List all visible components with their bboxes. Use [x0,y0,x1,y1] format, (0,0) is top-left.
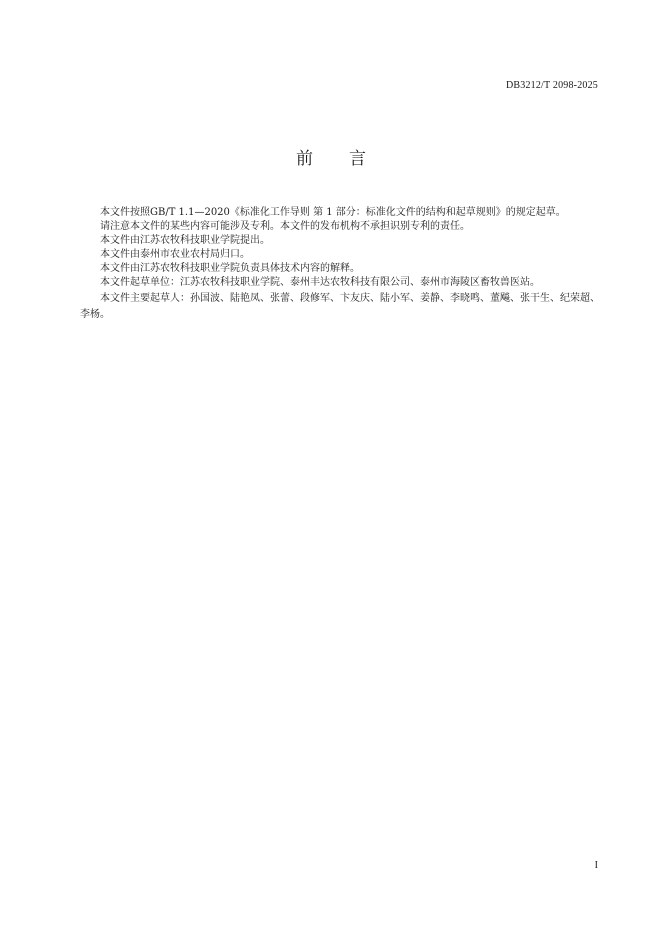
paragraph-proposer: 本文件由江苏农牧科技职业学院提出。 [100,235,270,246]
paragraph-patent-notice: 请注意本文件的某些内容可能涉及专利。本文件的发布机构不承担识别专利的责任。 [100,221,470,232]
foreword-body [80,206,600,323]
paragraph-interpretation: 本文件由江苏农牧科技职业学院负责具体技术内容的解释。 [100,263,360,274]
page-number: I [594,860,598,871]
paragraph-drafting-rules: 本文件按照GB/T 1.1—2020《标准化工作导则 第 1 部分：标准化文件的结构和起草规则》的规定起草。 [100,207,566,218]
paragraph-drafters: 本文件主要起草人：孙国波、陆艳凤、张蕾、段修军、卞友庆、陆小军、姜静、李晓鸣、董飚、张干生、纪荣超、李杨。 [80,293,600,320]
paragraph-drafting-units: 本文件起草单位：江苏农牧科技职业学院、泰州丰达农牧科技有限公司、泰州市海陵区畜牧兽医站。 [100,277,540,288]
document-code: DB3212/T 2098-2025 [505,80,598,91]
page-title: 前言 [296,149,402,169]
paragraph-centralized-unit: 本文件由泰州市农业农村局归口。 [100,249,250,260]
